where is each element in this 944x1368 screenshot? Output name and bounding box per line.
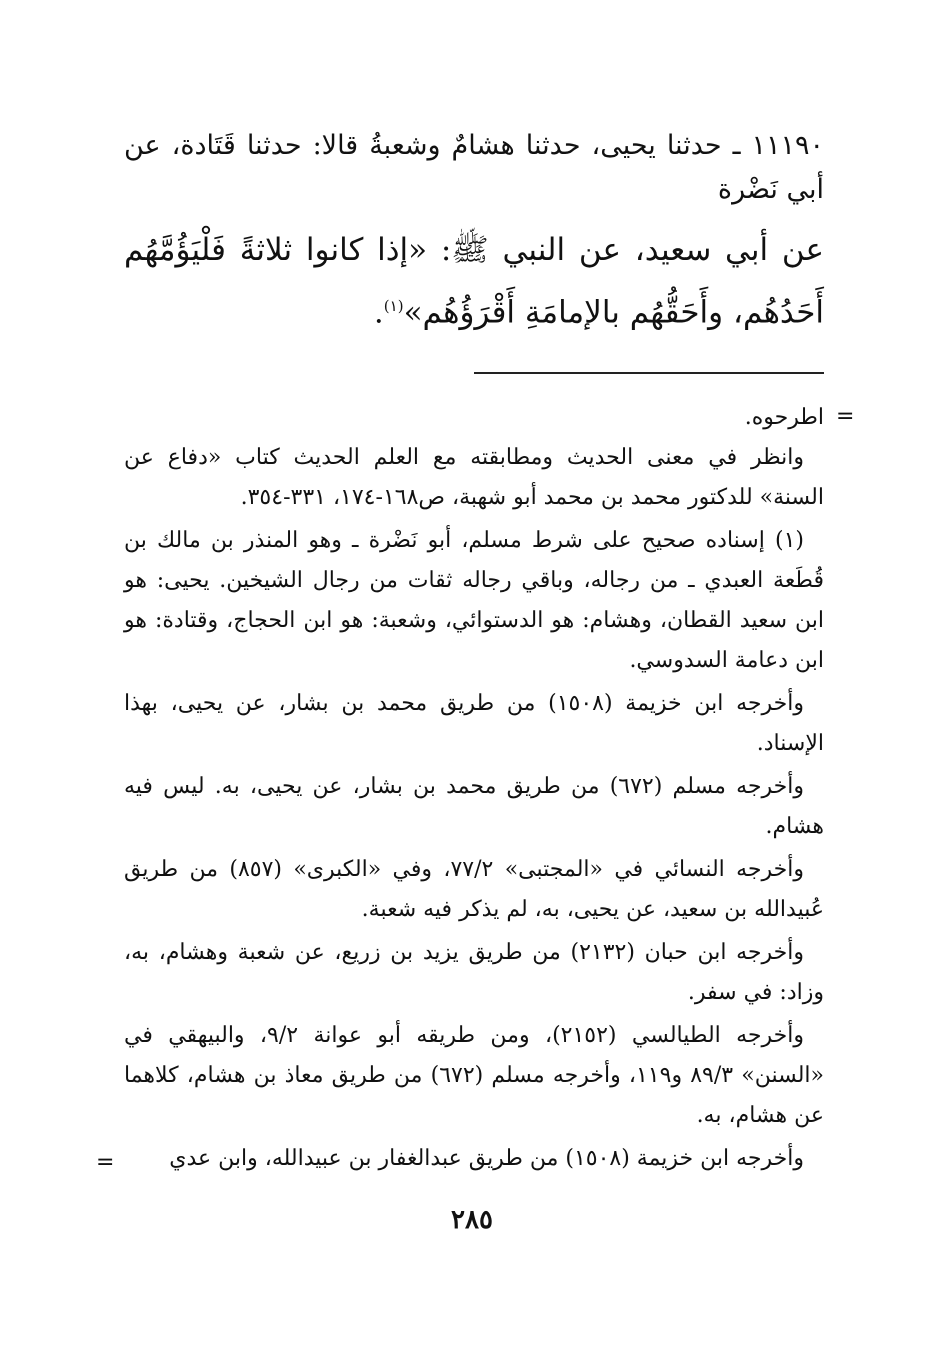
hadith-block bbox=[124, 124, 824, 340]
hadith-matn: عن أبي سعيد، عن النبي ﷺ: «إذا كانوا ثلاثةً فَلْيَؤُمَّهُم أَحَدُهُم، وأَحَقُّهُم بالإمامَةِ أَقْرَؤُهُم»$^{(١)}$. bbox=[124, 232, 824, 331]
hadith-matn-text: عن أبي سعيد، عن النبي ﷺ: «إذا كانوا ثلاثةً فَلْيَؤُمَّهُم أَحَدُهُم، وأَحَقُّهُم بالإمامَةِ أَقْرَؤُهُم» bbox=[124, 232, 824, 331]
footnote-reference: (١) bbox=[383, 297, 404, 315]
note-paragraph: وأخرجه النسائي في «المجتبى» ٧٧/٢، وفي «الكبرى» (٨٥٧) من طريق عُبيدالله بن سعيد، عن يحيى، به، لم يذكر فيه شعبة. bbox=[124, 857, 824, 922]
note-paragraph: وأخرجه ابن حبان (٢١٣٢) من طريق يزيد بن زريع، عن شعبة وهشام، به، وزاد: في سفر. bbox=[124, 940, 824, 1005]
footnote-separator bbox=[474, 372, 824, 374]
continuation-mark-bottom: = bbox=[96, 1150, 115, 1175]
footnotes bbox=[124, 398, 824, 1179]
note-paragraph: وأخرجه الطيالسي (٢١٥٢)، ومن طريقه أبو عوانة ٩/٢، والبيهقي في «السنن» ٨٩/٣ و١١٩، وأخرجه مسلم (٦٧٢) من طريق معاذ بن هشام، كلاهما عن هشام، به. bbox=[124, 1023, 824, 1128]
note-paragraph: وأخرجه ابن خزيمة (١٥٠٨) من طريق محمد بن بشار، عن يحيى، بهذا الإسناد. bbox=[124, 691, 824, 756]
note-paragraph: وأخرجه مسلم (٦٧٢) من طريق محمد بن بشار، عن يحيى، به. ليس فيه هشام. bbox=[124, 774, 824, 839]
note-paragraph: وانظر في معنى الحديث ومطابقته مع العلم الحديث كتاب «دفاع عن السنة» للدكتور محمد بن محمد أبو شهبة، ص١٦٨-١٧٤، ٣٣١-٣٥٤. bbox=[124, 445, 824, 510]
footnote-1: (١) إسناده صحيح على شرط مسلم، أبو نَضْرة ـ وهو المنذر بن مالك بن قُطَعة العبدي ـ من رجاله، وباقي رجاله ثقات من رجال الشيخين. يحيى: هو ابن سعيد القطان، وهشام: هو الدستوائي، وشعبة: هو ابن الحجاج، وقتادة: هو ابن دعامة السدوسي. bbox=[124, 528, 824, 673]
note-paragraph: اطرحوه. bbox=[744, 405, 824, 430]
continuation-mark-top: = bbox=[836, 404, 855, 429]
note-paragraph: وأخرجه ابن خزيمة (١٥٠٨) من طريق عبدالغفار بن عبيدالله، وابن عدي bbox=[169, 1146, 804, 1171]
page-number: ٢٨٥ bbox=[451, 1205, 493, 1235]
hadith-isnad: ١١١٩٠ ـ حدثنا يحيى، حدثنا هشامٌ وشعبةُ قالا: حدثنا قَتَادة، عن أبي نَضْرة bbox=[124, 130, 824, 205]
